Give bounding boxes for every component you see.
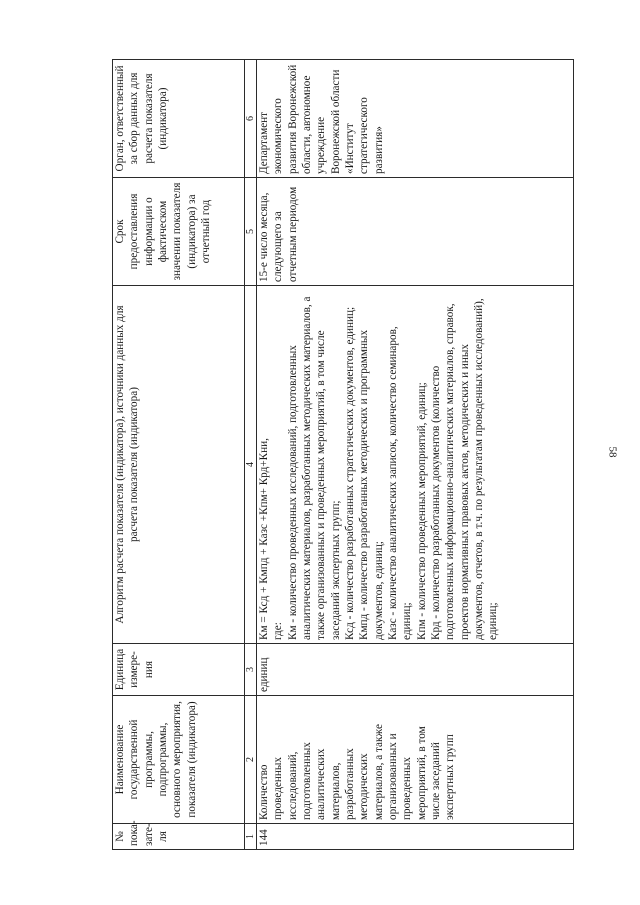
row-deadline: 15-е число месяца, следующего за отчетным периодом [257,178,574,286]
algorithm-where: где: [272,622,285,640]
page-number: 58 [606,446,619,458]
table-rotation-wrapper [112,60,574,850]
column-number-row [245,60,257,850]
indicator-table [112,59,574,850]
header-algorithm: Алгоритм расчета показателя (индикатора), источники данных для расчета показателя (индикатора) [113,286,245,644]
table-row [257,60,574,850]
algorithm-definition: Крд - количество разработанных документов (количество подготовленных информационно-аналитических материалов, справок, проектов нормативных правовых актов, методических и иных документов, отчетов, в т.ч. по результатам проведенных исследований), единиц; [429,298,500,640]
header-responsible-body: Орган, ответственный за сбор данных для расчета показателя (индикатора) [113,60,245,178]
row-responsible-body: Департамент экономического развития Воронежской области, автономное учреждение Воронежской области «Институт стратегического развития» [257,60,574,178]
header-deadline: Срок предоставления информации о фактическом значении показателя (индикатора) за отчетный год [113,178,245,286]
column-number: 4 [245,286,257,644]
row-algorithm [257,286,574,644]
column-number: 3 [245,644,257,696]
column-number: 6 [245,60,257,178]
algorithm-definition: Кпм - количество проведенных мероприятий, единиц; [415,382,428,640]
algorithm-definition: Ксд - количество разработанных стратегических документов, единиц; [343,306,356,640]
algorithm-formula: Км = Ксд + Кмпд + Казс +Кпм+ Крд+Кни, [258,438,270,640]
column-number: 1 [245,824,257,850]
table-header-row [113,60,245,850]
row-unit: единиц [257,644,574,696]
header-program-name: Наименование государственной программы, подпрограммы, основного мероприятия, показателя (индикатора) [113,696,245,824]
row-indicator-number: 144 [257,824,574,850]
row-indicator-name: Количество проведенных исследований, подготовленных аналитических материалов, разработанных методических материалов, а также организованных и проведенных мероприятий, в том числе заседаний экспертных групп [257,696,574,824]
header-indicator-number: № пока-зате-ля [113,824,245,850]
algorithm-definition: Казс - количество аналитических записок, количество семинаров, единиц; [386,326,414,640]
column-number: 5 [245,178,257,286]
column-number: 2 [245,696,257,824]
algorithm-definition: Км - количество проведенных исследований, подготовленных аналитических материалов, разработанных методических материалов, а также организованных и проведенных мероприятий, в том числе заседаний экспертных групп; [286,296,342,640]
header-unit: Единица измере-ния [113,644,245,696]
rotated-table-frame [112,60,640,846]
algorithm-definition: Кмпд - количество разработанных методических и программных документов, единиц; [358,329,385,640]
